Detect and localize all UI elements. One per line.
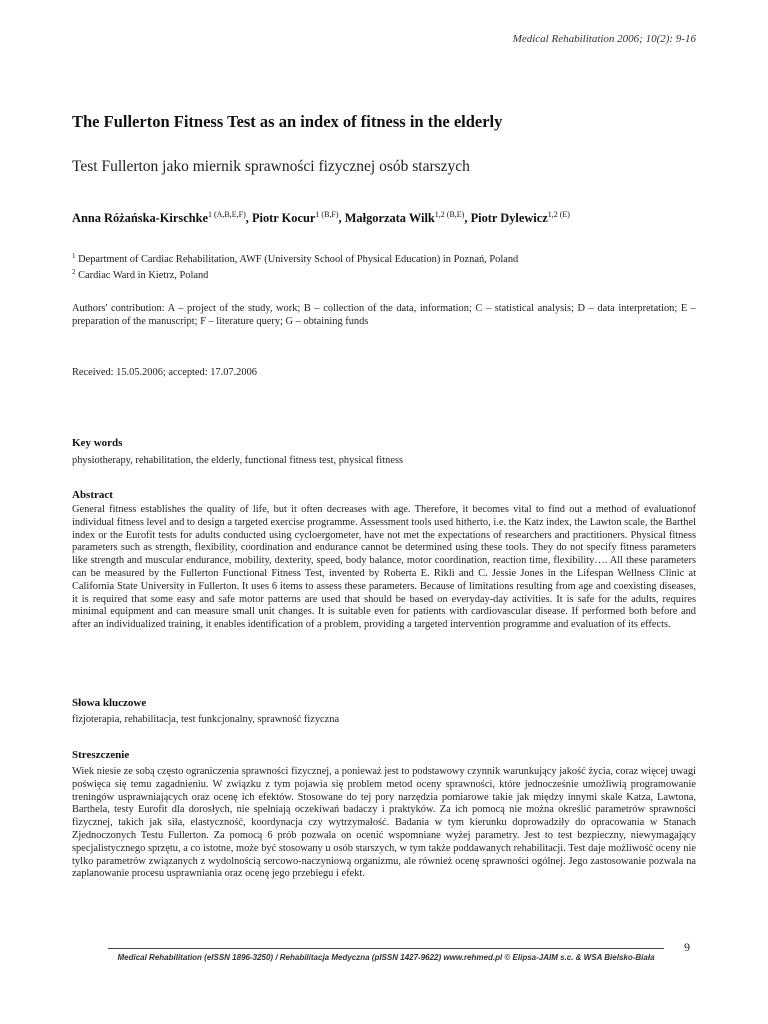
- author-affiliation-mark: 1,2 (E): [547, 210, 570, 219]
- keywords-text: physiotherapy, rehabilitation, the elderly, functional fitness test, physical fitness: [72, 455, 404, 466]
- abstract-heading: Abstract: [72, 489, 113, 501]
- slowa-kluczowe-text: fizjoterapia, rehabilitacja, test funkcjonalny, sprawność fizyczna: [72, 714, 340, 725]
- article-title: The Fullerton Fitness Test as an index of fitness in the elderly: [72, 112, 503, 131]
- footer-text: Medical Rehabilitation (eISSN 1896-3250) / Rehabilitacja Medyczna (pISSN 1427-9622) www.rehmed.pl © Elipsa-JAIM s.c. & WSA Bielsko-Biała: [117, 953, 655, 962]
- author-name: Piotr Dylewicz: [470, 211, 548, 225]
- journal-reference: Medical Rehabilitation 2006; 10(2): 9-16: [512, 33, 696, 45]
- streszczenie-text: Wiek niesie ze sobą często ograniczenia sprawności fizycznej, a ponieważ jest to podstawowy czynnik warunkujący jakość życia, coraz więcej uwagi poświęca się temu zagadnieniu. W związku z tym pojawia się problem metod oceny sprawności, które jednocześnie umożliwią programowanie treningów usprawniających oraz ocenę ich efektów. Stosowane do tej pory narzędzia pomiarowe takie jak między innymi skale Katza, Lawtona, Barthela, testy Eurofit dla dorosłych, nie spełniają oczekiwań badaczy i praktyków. Za ich pomocą nie można określić parametrów sprawności fizycznej, takich jak siła, elastyczność, koordynacja czy wytrzymałość. Badania w tym kierunku doprowadziły do opracowania w Stanach Zjednoczonych Testu Fullerton. Za pomocą 6 prób pozwala on ocenić wspomniane wyżej parametry. Jest to test bezpieczny, niewymagający specjalistycznego sprzętu, a co istotne, może być stosowany u osób starszych, w tym także poddawanych rehabilitacji. Test daje możliwość oceny nie tylko parametrów związanych z wydolnością sercowo-naczyniową organizmu, ale również ocenę sprawności ogólnej. Jego zastosowanie pozwala na zaplanowanie procesu usprawniania oraz ocenę jego przebiegu i efekt.: [72, 766, 696, 880]
- streszczenie-heading: Streszczenie: [72, 749, 130, 761]
- abstract-text: General fitness establishes the quality of life, but it often decreases with age. Therefore, it becomes vital to find out a method of evaluationof individual fitness level and to design a targeted exercise programme. Assessment tools used hitherto, i.e. the Katz index, the Lawton scale, the Barthel index or the Eurofit tests for adults conducted using cycloergometer, have not met the expectations of researchers and practitioners. Physical fitness parameters such as strength, flexibility, coordination and endurance cannot be determined using these tools. They do not specify fitness parameters like strength and muscular endurance, mobility, dexterity, speed, body balance, motor coordination, reaction time, flexibility…. All these parameters can be measured by the Fullerton Functional Fitness Test, invented by Roberta E. Rikli and C. Jessie Jones in the Lifespan Wellness Clinic at California State University in Fullerton. It uses 6 items to assess these parameters. Because of limitations resulting from age and coexisting diseases, it is required that some easy and safe motor patterns are used that should be based on everyday-day activities. It is safe for the adults, requires minimal equipment and can measure small unit changes. It is suitable even for patients with cardiovascular disease. If performed both before and after an individualized training, it enables identification of a problem, providing a targeted intervention programme and evaluation of its effects.: [72, 504, 696, 631]
- affiliation-number: 1: [72, 252, 76, 260]
- affiliation: [72, 252, 702, 265]
- authors-contribution: Authors' contribution: A – project of the study, work; B – collection of the data, information; C – statistical analysis; D – data interpretation; E – preparation of the manuscript; F – literature query; G – obtaining funds: [72, 303, 696, 327]
- author-name: Anna Różańska-Kirschke: [72, 211, 208, 225]
- author-name: Piotr Kocur: [251, 211, 316, 225]
- affiliation: [72, 268, 702, 281]
- slowa-kluczowe-heading: Słowa kluczowe: [72, 697, 147, 709]
- affiliation-text: Department of Cardiac Rehabilitation, AWF (University School of Physical Education) in Poznań, Poland: [78, 254, 519, 265]
- received-dates: Received: 15.05.2006; accepted: 17.07.2006: [72, 367, 257, 378]
- author-affiliation-mark: 1 (A,B,E,F): [207, 210, 246, 219]
- keywords-heading: Key words: [72, 437, 123, 449]
- author-affiliation-mark: 1,2 (B,E): [434, 210, 465, 219]
- footer-divider: [108, 948, 664, 949]
- affiliation-text: Cardiac Ward in Kietrz, Poland: [78, 270, 209, 281]
- page-number: 9: [684, 940, 690, 954]
- author-list: Anna Różańska-Kirschke$^{1 (A,B,E,F)}$, Piotr Kocur$^{1 (B,F)}$, Małgorzata Wilk$^{1,2 (B,E)}$, Piotr Dylewicz$^{1,2 (E)}$: [72, 210, 570, 225]
- author-affiliation-mark: 1 (B,F): [315, 210, 339, 219]
- article-subtitle-polish: Test Fullerton jako miernik sprawności fizycznej osób starszych: [72, 158, 470, 175]
- affiliation-number: 2: [72, 268, 76, 276]
- author-name: Małgorzata Wilk: [344, 211, 435, 225]
